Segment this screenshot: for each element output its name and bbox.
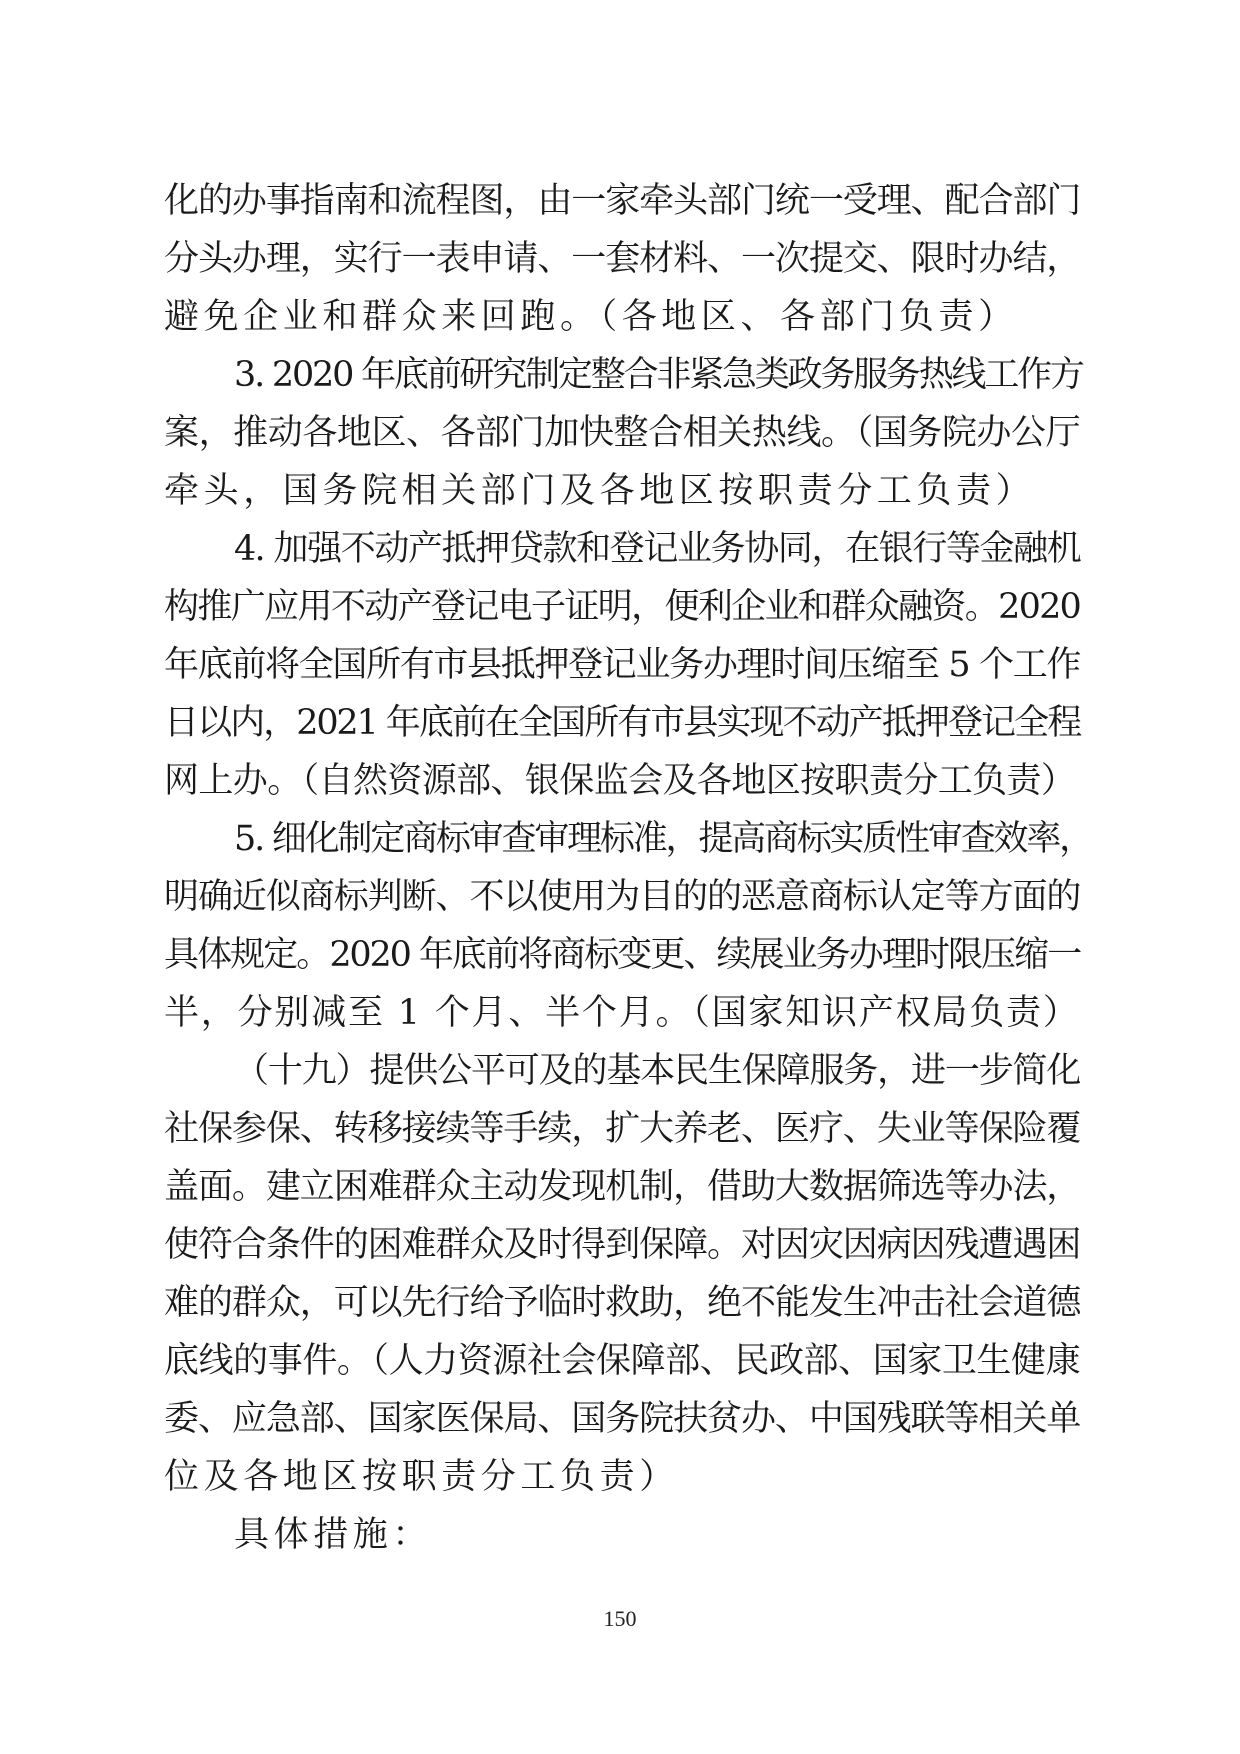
text-line: 社保参保、转移接续等手续，扩大养老、医疗、失业等保险覆 [164, 1109, 1080, 1149]
text-line: 避免企业和群众来回跑。（各地区、各部门负责） [164, 297, 1018, 337]
text-line: 难的群众，可以先行给予临时救助，绝不能发生冲击社会道德 [164, 1283, 1080, 1323]
text-line: 明确近似商标判断、不以使用为目的的恶意商标认定等方面的 [164, 877, 1080, 917]
text-line: 具体规定。2020 年底前将商标变更、续展业务办理时限压缩一 [164, 935, 1080, 975]
text-line: 位及各地区按职责分工负责） [164, 1457, 679, 1497]
text-line: 3. 2020 年底前研究制定整合非紧急类政务服务热线工作方 [234, 355, 1083, 395]
page-number: 150 [603, 1606, 637, 1631]
text-line: 底线的事件。（人力资源社会保障部、民政部、国家卫生健康 [164, 1341, 1080, 1381]
text-line: 使符合条件的困难群众及时得到保障。对因灾因病因残遭遇困 [164, 1225, 1080, 1265]
text-line: 5. 细化制定商标审查审理标准，提高商标实质性审查效率， [234, 819, 1092, 859]
text-line: 化的办事指南和流程图，由一家牵头部门统一受理、配合部门 [164, 181, 1080, 221]
text-line: 分头办理，实行一表申请、一套材料、一次提交、限时办结， [164, 239, 1080, 279]
text-line: 构推广应用不动产登记电子证明，便利企业和群众融资。2020 [164, 587, 1080, 627]
body-text [164, 172, 1092, 1564]
text-line: 盖面。建立困难群众主动发现机制，借助大数据筛选等办法， [164, 1167, 1080, 1207]
text-line: （十九）提供公平可及的基本民生保障服务，进一步简化 [234, 1051, 1080, 1091]
text-line: 4. 加强不动产抵押贷款和登记业务协同，在银行等金融机 [234, 529, 1080, 569]
text-line: 牵头，国务院相关部门及各地区按职责分工负责） [164, 471, 1036, 511]
text-line: 日以内，2021 年底前在全国所有市县实现不动产抵押登记全程 [164, 703, 1080, 743]
text-line: 半，分别减至 1 个月、半个月。（国家知识产权局负责） [164, 993, 1080, 1033]
text-line: 具体措施： [234, 1515, 433, 1555]
text-line: 年底前将全国所有市县抵押登记业务办理时间压缩至 5 个工作 [164, 645, 1080, 685]
text-line: 网上办。（自然资源部、银保监会及各地区按职责分工负责） [164, 761, 1076, 801]
text-line: 委、应急部、国家医保局、国务院扶贫办、中国残联等相关单 [164, 1399, 1080, 1439]
text-line: 案，推动各地区、各部门加快整合相关热线。（国务院办公厅 [164, 413, 1080, 453]
